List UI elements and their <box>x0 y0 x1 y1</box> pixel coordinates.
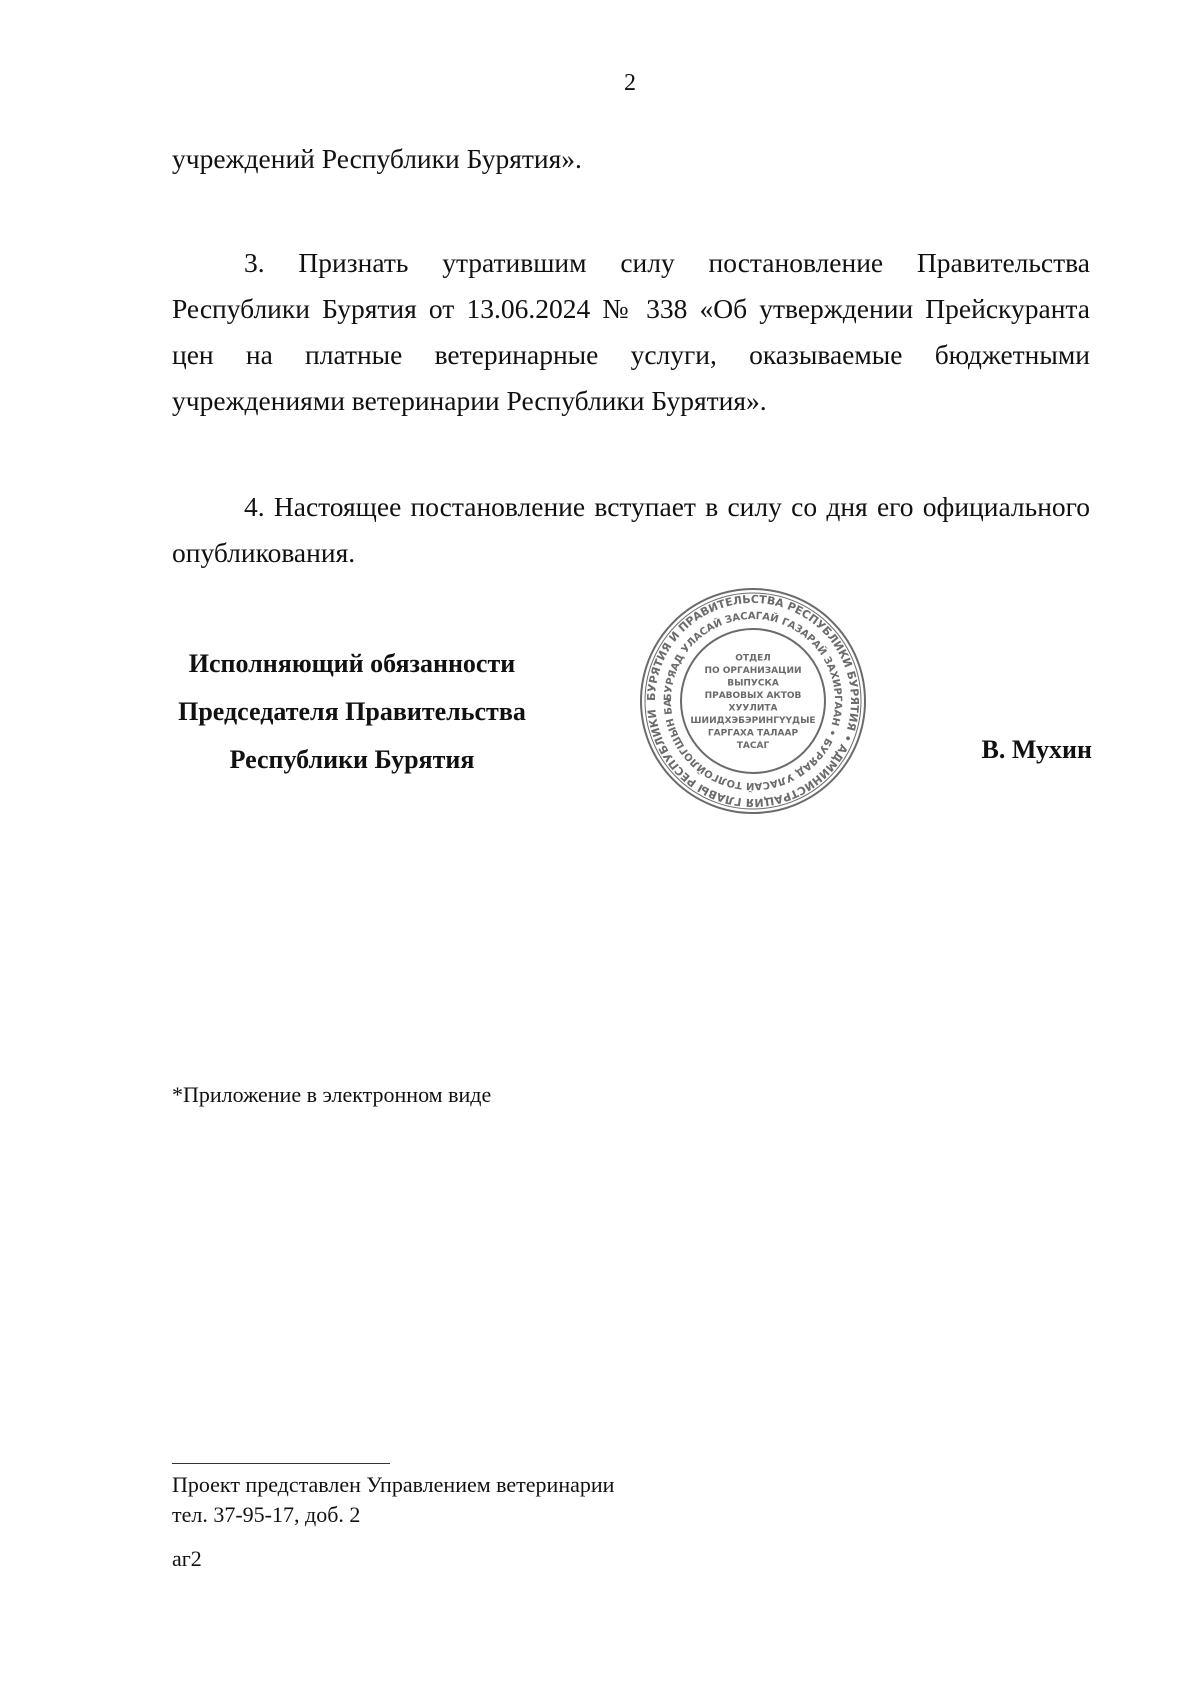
paragraph-4: 4. Настоящее постановление вступает в силу со дня его официального опубликования. <box>172 491 1090 568</box>
footnote <box>172 1470 614 1530</box>
official-seal <box>638 586 868 816</box>
seal-center-line: ОТДЕЛ <box>735 653 771 664</box>
seal-center-line: ГАРГАХА ТАЛААР <box>707 728 799 739</box>
signatory-title-line-2: Председателя Правительства <box>178 697 526 726</box>
seal-outer-ring <box>641 589 865 813</box>
footnote-line-2: тел. 37-95-17, доб. 2 <box>172 1502 361 1527</box>
signatory-title-line-3: Республики Бурятия <box>229 745 475 774</box>
seal-center-line: ТАСАГ <box>736 740 770 751</box>
document-code: аг2 <box>172 1546 202 1571</box>
footnote-line-1: Проект представлен Управлением ветеринарии <box>172 1472 615 1497</box>
seal-center-line: ХУУЛИТА <box>728 703 778 714</box>
seal-inner-ring-text: БУРЯАД УЛАСАЙ ЗАСАГАЙ ГАЗАРАЙ ЗАХИРГААН • БУРЯАД УЛАСАЙ ТОЛГОЙЛОГШЫН БА <box>662 610 844 792</box>
seal-center-line: ПРАВОВЫХ АКТОВ <box>704 690 802 701</box>
paragraph-3: 3. Признать утратившим силу постановление Правительства Республики Бурятия от 13.06.2024 № 338 «Об утверждении Прейскуранта цен на платные ветеринарные услуги, оказываемые бюджетными учреждениями ветеринарии Республики Бурятия». <box>172 247 1090 416</box>
seal-center-line: ПО ОРГАНИЗАЦИИ <box>704 665 802 676</box>
continuation-text: учреждений Республики Бурятия». <box>172 143 582 174</box>
footnote-divider <box>172 1463 390 1464</box>
signer-name: В. Мухин <box>981 735 1092 764</box>
signatory-title <box>152 640 552 784</box>
seal-center-line: ВЫПУСКА <box>727 678 779 689</box>
signatory-title-line-1: Исполняющий обязанности <box>188 649 516 678</box>
seal-inner-ring <box>681 629 825 773</box>
seal-center-line: ШИИДХЭБЭРИНГҮҮДЫЕ <box>690 715 816 726</box>
appendix-note: *Приложение в электронном виде <box>172 1082 492 1107</box>
seal-outer-text: БУРЯТИЯ И ПРАВИТЕЛЬСТВА РЕСПУБЛИКИ БУРЯТИЯ • АДМИНИСТРАЦИЯ ГЛАВЫ РЕСПУБЛИКИ <box>644 592 862 810</box>
page-number: 2 <box>624 70 636 96</box>
